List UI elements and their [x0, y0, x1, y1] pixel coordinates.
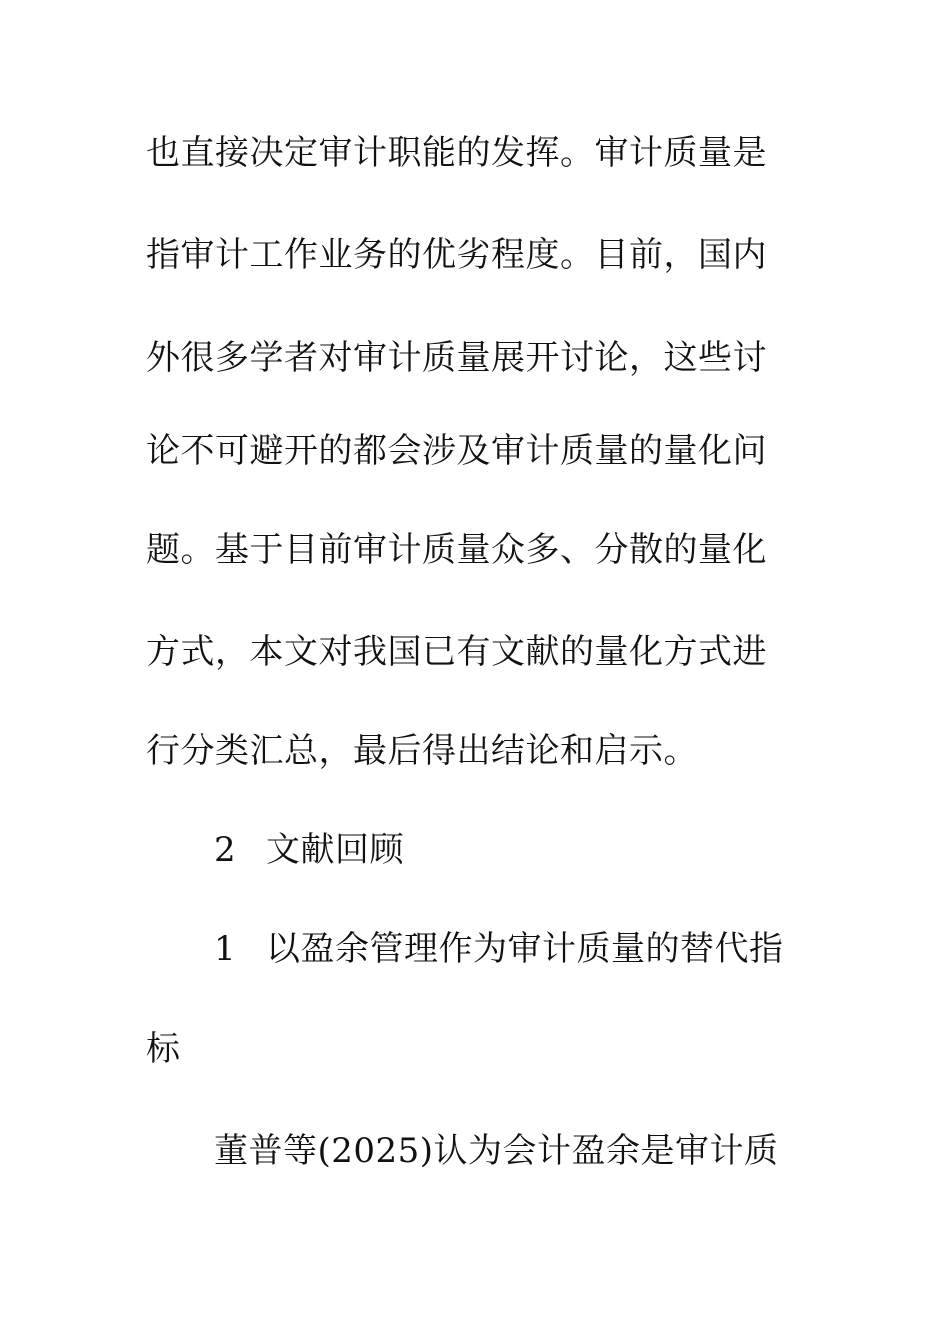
subsection-number: 1 [214, 929, 237, 969]
body-text-line: 方式，本文对我国已有文献的量化方式进 [146, 632, 767, 672]
subsection-title: 以盈余管理作为审计质量的替代指 [266, 929, 784, 969]
subsection-heading [214, 929, 874, 969]
section-number: 2 [214, 830, 237, 870]
body-text-line: 指审计工作业务的优劣程度。目前，国内 [146, 235, 767, 275]
body-text-line: 行分类汇总，最后得出结论和启示。 [146, 731, 698, 771]
body-text-line: 外很多学者对审计质量展开讨论，这些讨 [146, 338, 767, 378]
body-text-line: 论不可避开的都会涉及审计质量的量化问 [146, 431, 767, 471]
body-text-line: 题。基于目前审计质量众多、分散的量化 [146, 530, 767, 570]
section-heading [214, 830, 874, 870]
body-text-line: 董普等(2025)认为会计盈余是审计质 [214, 1131, 779, 1171]
subsection-title-continued: 标 [146, 1029, 181, 1069]
body-text-line: 也直接决定审计职能的发挥。审计质量是 [146, 133, 767, 173]
section-title: 文献回顾 [266, 830, 404, 870]
